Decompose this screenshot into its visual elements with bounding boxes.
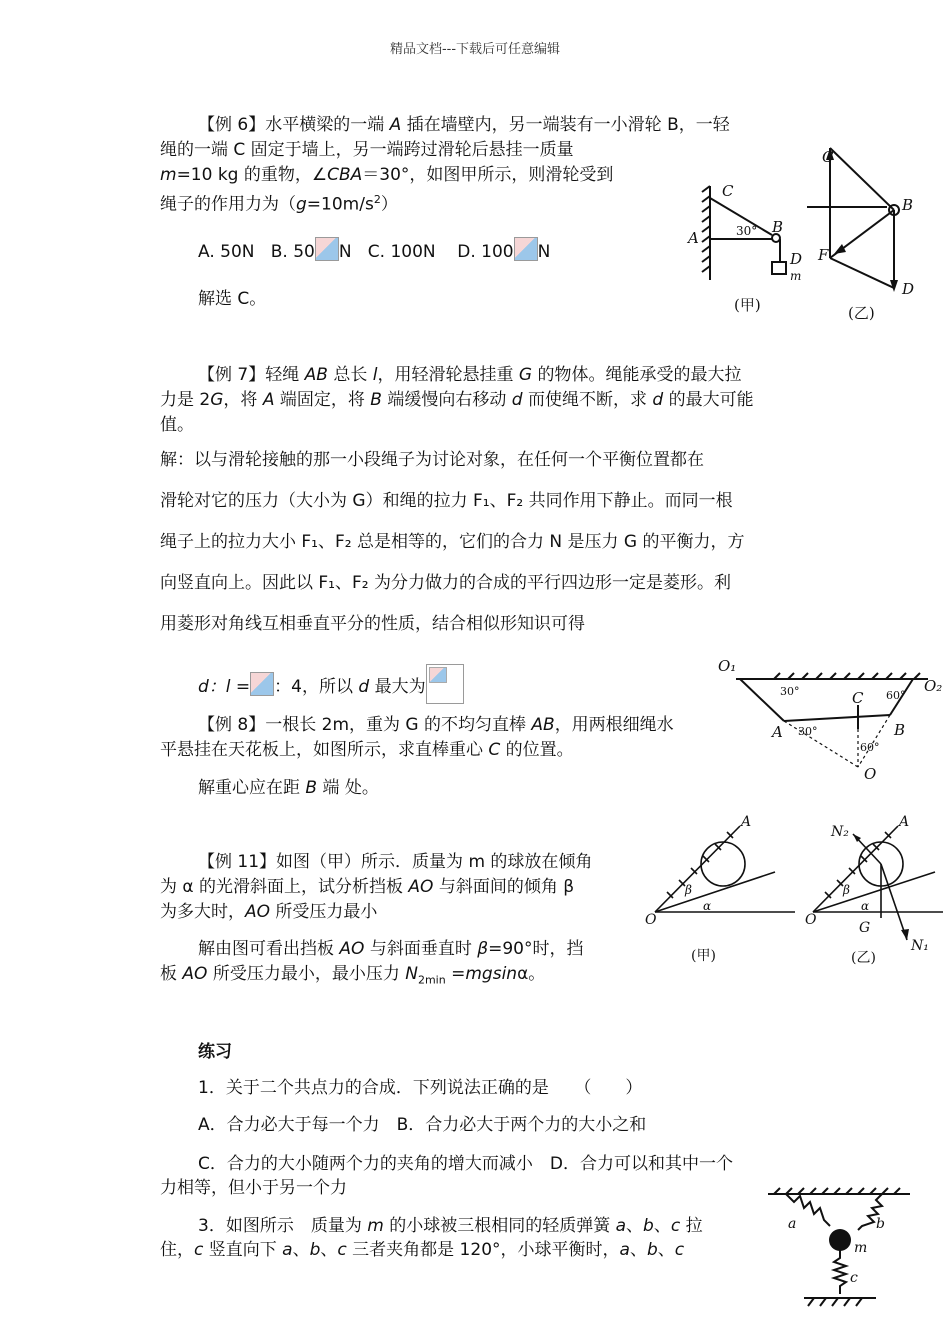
label-c2: C (822, 148, 834, 166)
text: g (296, 194, 307, 215)
label-n2: N₂ (831, 824, 849, 840)
label-o1: O (645, 912, 657, 928)
text: N (405, 964, 418, 984)
ex7-solution (160, 440, 800, 645)
broken-image-icon (514, 237, 538, 261)
ex11-line2 (160, 875, 574, 899)
text: 的物体。绳能承受的最大拉 (532, 365, 742, 385)
text: 解重心应在距 (198, 778, 306, 798)
text: 的位置。 (500, 740, 574, 760)
text: 的最大可能 (663, 390, 754, 410)
option-a: A. 50N (198, 242, 255, 262)
text: m (367, 1216, 384, 1236)
q3-line1 (198, 1214, 703, 1238)
text: 解由图可看出挡板 (198, 939, 340, 959)
text: G (210, 390, 224, 410)
text: 端固定，将 (274, 390, 371, 410)
text: 端缓慢向右移动 (381, 390, 512, 410)
text: ，用两根细绳水 (554, 715, 674, 735)
text: a (615, 1216, 627, 1236)
label-o: O (864, 765, 877, 783)
text: 所受压力最小 (270, 902, 378, 922)
text: B (370, 390, 382, 410)
text: 三者夹角都是 120°，小球平衡时， (346, 1240, 620, 1260)
text: 2 (373, 193, 381, 206)
ex6-line3 (160, 163, 613, 187)
ex7-line2 (160, 388, 754, 412)
q1-options-cd-cont: 力相等，但小于另一个力 (160, 1178, 347, 1198)
text: 而使绳不断，求 (522, 390, 653, 410)
text: d (358, 677, 370, 697)
text: AB (304, 365, 328, 385)
label-o2: O₂ (924, 677, 943, 695)
ex8-line1 (198, 713, 674, 737)
text: c (194, 1240, 204, 1260)
text: =10m/s (306, 194, 374, 215)
text: 、 (629, 1240, 647, 1260)
broken-image-icon (426, 664, 464, 704)
text: mgsin (465, 964, 518, 984)
q1: 1．关于二个共点力的合成．下列说法正确的是 （ ） (198, 1078, 643, 1098)
angle-30-top: 30° (780, 685, 800, 698)
text: l (372, 365, 378, 385)
text: α。 (517, 964, 546, 984)
text: =90°时，挡 (488, 939, 584, 959)
text: 、 (653, 1216, 671, 1236)
text: ） (380, 194, 398, 215)
ex6-options (198, 237, 550, 264)
ex11-line3 (160, 900, 377, 924)
option-b: B. 50 (270, 242, 315, 262)
text: C (488, 740, 501, 760)
angle-label: 30° (736, 224, 758, 238)
text: 最大为 (369, 677, 426, 697)
text: c (337, 1240, 347, 1260)
label-a: a (788, 1216, 797, 1232)
label-c: C (852, 689, 864, 707)
figure-ex11 (645, 812, 947, 972)
practice-title: 练习 (198, 1042, 232, 1062)
ex7-line3: 值。 (160, 415, 194, 435)
text: 总长 (327, 365, 373, 385)
label-c: C (722, 182, 734, 200)
text: 为 α 的光滑斜面上，试分析挡板 (160, 877, 409, 897)
label-a: A (772, 723, 783, 741)
text: AO (245, 902, 271, 922)
ex6-line4 (160, 188, 398, 217)
label-b: b (876, 1216, 885, 1232)
text: ：4，所以 (274, 677, 359, 697)
ex8-line2 (160, 738, 574, 762)
ex7-formula (198, 664, 464, 704)
label-beta2: β (843, 883, 850, 897)
text: B (305, 778, 318, 798)
text: 2min (417, 973, 446, 987)
text: m (160, 165, 177, 185)
text: N (537, 242, 551, 262)
label-m: m (854, 1240, 868, 1256)
text: 拉 (680, 1216, 703, 1236)
text: 的小球被三根相同的轻质弹簧 (383, 1216, 616, 1236)
text: AO (339, 939, 365, 959)
text: 、 (320, 1240, 338, 1260)
label-o2: O (805, 912, 817, 928)
label-f2: F (818, 246, 829, 264)
text: 【例 7】轻绳 (198, 365, 305, 385)
label-c: c (850, 1270, 858, 1286)
text: a (619, 1240, 630, 1260)
text: 【例 8】一根长 2m，重为 G 的不均匀直棒 (198, 715, 532, 735)
text: a (282, 1240, 293, 1260)
label-n1: N₁ (911, 938, 929, 954)
text: 与斜面垂直时 (364, 939, 478, 959)
q3-line2 (160, 1238, 684, 1262)
ex11-line1: 【例 11】如图（甲）所示．质量为 m 的球放在倾角 (198, 852, 593, 872)
ex6-line2: 绳的一端 C 固定于墙上，另一端跨过滑轮后悬挂一质量 (160, 140, 574, 160)
solution-line: 向竖直向上。因此以 F₁、F₂ 为分力做力的合成的平行四边形一定是菱形。利 (160, 573, 731, 593)
ex6-answer: 解选 C。 (198, 289, 267, 309)
label-b: B (772, 218, 784, 236)
text: ，用轻滑轮悬挂重 (377, 365, 519, 385)
ex6-line1 (198, 113, 730, 137)
ex8-answer (198, 776, 379, 800)
text: AO (408, 877, 434, 897)
caption-jia: (甲) (734, 296, 761, 314)
text: 、 (292, 1240, 310, 1260)
q1-options-ab: A．合力必大于每一个力 B．合力必大于两个力的大小之和 (198, 1115, 647, 1135)
angle-60-bottom: 60° (860, 741, 880, 754)
label-b: B (894, 721, 906, 739)
caption-jia: (甲) (691, 948, 716, 964)
text: 所受压力最小，最小压力 (207, 964, 406, 984)
text: A (389, 115, 402, 135)
figure-springs (764, 1186, 914, 1314)
ex11-answer1 (198, 937, 583, 961)
angle-60-top: 60° (886, 689, 906, 702)
text: CBA (327, 165, 363, 185)
text: G (518, 365, 533, 385)
caption-yi: (乙) (848, 304, 875, 322)
text: β (477, 939, 489, 959)
ex11-answer2 (160, 962, 545, 992)
text: b (643, 1216, 654, 1236)
text: b (646, 1240, 658, 1260)
text: = (445, 964, 466, 984)
text: 端 处。 (317, 778, 379, 798)
solution-line: 解：以与滑轮接触的那一小段绳子为讨论对象，在任何一个平衡位置都在 (160, 450, 704, 470)
text: ＝30°，如图甲所示，则滑轮受到 (362, 165, 614, 185)
text: 力是 2 (160, 390, 211, 410)
caption-yi: (乙) (851, 950, 876, 966)
label-a1: A (741, 814, 752, 830)
text: AO (182, 964, 208, 984)
figure-ex6 (672, 140, 942, 330)
text: c (674, 1240, 685, 1260)
text: ，将 (223, 390, 263, 410)
text: 、 (626, 1216, 644, 1236)
text: d：l = (198, 677, 251, 697)
text: 板 (160, 964, 183, 984)
text: d (652, 390, 664, 410)
solution-line: 用菱形对角线互相垂直平分的性质，结合相似形知识可得 (160, 614, 585, 634)
label-alpha2: α (861, 899, 870, 913)
text: 【例 6】水平横梁的一端 (198, 115, 390, 135)
text: 绳子的作用力为（ (160, 194, 296, 215)
solution-line: 绳子上的拉力大小 F₁、F₂ 总是相等的，它们的合力 N 是压力 G 的平衡力，方 (160, 532, 745, 552)
option-d: D. 100 (457, 242, 514, 262)
text: 3．如图所示 质量为 (198, 1216, 368, 1236)
q1-options-cd: C．合力的大小随两个力的夹角的增大而减小 D．合力可以和其中一个 (198, 1154, 733, 1174)
label-beta1: β (685, 883, 692, 897)
text: 为多大时， (160, 902, 245, 922)
label-m: m (790, 269, 802, 283)
text: 插在墙壁内，另一端装有一小滑轮 B，一轻 (401, 115, 730, 135)
text: 平悬挂在天花板上，如图所示，求直棒重心 (160, 740, 489, 760)
page-header: 精品文档---下载后可任意编辑 (389, 42, 561, 57)
text: 、 (657, 1240, 675, 1260)
text: b (309, 1240, 321, 1260)
ex7-line1 (198, 363, 741, 387)
text: =10 kg 的重物，∠ (176, 165, 328, 185)
ball (829, 1229, 851, 1251)
label-alpha1: α (703, 899, 712, 913)
broken-image-icon (250, 672, 274, 696)
figure-ex8 (718, 655, 946, 785)
label-d2: D (902, 280, 915, 298)
text: AB (531, 715, 555, 735)
label-b2: B (902, 196, 914, 214)
text: d (511, 390, 523, 410)
text: 竖直向下 (203, 1240, 283, 1260)
text: N (338, 242, 352, 262)
label-o1: O₁ (718, 657, 737, 675)
text: 住， (160, 1240, 194, 1260)
label-d: D (790, 250, 803, 268)
label-a: A (688, 229, 699, 247)
label-a2: A (899, 814, 910, 830)
text: 与斜面间的倾角 β (433, 877, 575, 897)
text: c (670, 1216, 681, 1236)
broken-image-icon (315, 237, 339, 261)
solution-line: 滑轮对它的压力（大小为 G）和绳的拉力 F₁、F₂ 共同作用下静止。而同一根 (160, 491, 733, 511)
option-c: C. 100N (367, 242, 436, 262)
angle-30-bottom: 30° (798, 725, 818, 738)
label-g: G (859, 920, 871, 936)
text: A (262, 390, 275, 410)
